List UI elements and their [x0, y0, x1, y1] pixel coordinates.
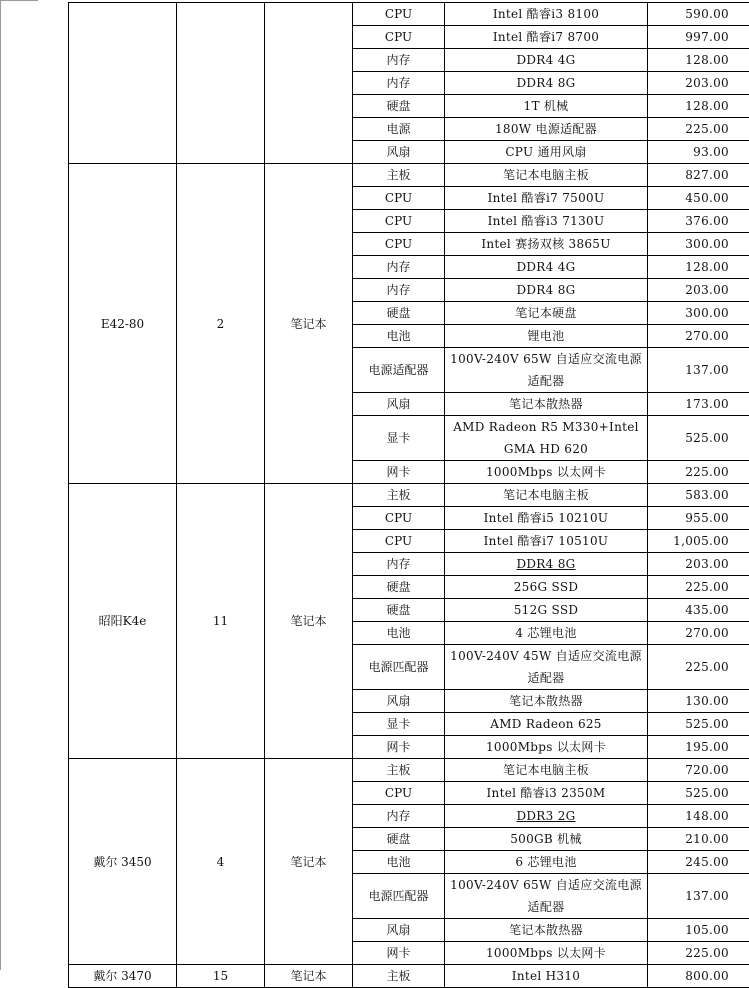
part-description-cell: Intel 酷睿i3 7130U: [445, 210, 648, 233]
part-price-cell: 720.00: [648, 759, 749, 782]
part-category-cell: 电池: [353, 325, 445, 348]
part-description-cell: DDR3 2G: [445, 805, 648, 828]
part-category-cell: 主板: [353, 164, 445, 187]
part-category-cell: 风扇: [353, 919, 445, 942]
part-price-cell: 525.00: [648, 713, 749, 736]
part-price-cell: 195.00: [648, 736, 749, 759]
part-price-cell: 827.00: [648, 164, 749, 187]
part-price-cell: 173.00: [648, 393, 749, 416]
part-price-cell: 997.00: [648, 26, 749, 49]
part-category-cell: 显卡: [353, 416, 445, 461]
part-category-cell: 主板: [353, 484, 445, 507]
part-category-cell: 硬盘: [353, 599, 445, 622]
part-price-cell: 376.00: [648, 210, 749, 233]
model-cell: 戴尔 3450: [69, 759, 177, 965]
part-category-cell: 电池: [353, 851, 445, 874]
part-price-cell: 130.00: [648, 690, 749, 713]
part-category-cell: 网卡: [353, 736, 445, 759]
part-category-cell: 风扇: [353, 141, 445, 164]
device-type-cell: 笔记本: [265, 965, 353, 988]
quantity-cell: [177, 3, 265, 164]
part-category-cell: 电源匹配器: [353, 874, 445, 919]
part-category-cell: 网卡: [353, 461, 445, 484]
part-category-cell: 内存: [353, 72, 445, 95]
part-category-cell: 内存: [353, 279, 445, 302]
part-category-cell: 硬盘: [353, 828, 445, 851]
quantity-cell: 15: [177, 965, 265, 988]
part-category-cell: 电池: [353, 622, 445, 645]
device-type-cell: 笔记本: [265, 484, 353, 759]
part-category-cell: CPU: [353, 187, 445, 210]
part-category-cell: 内存: [353, 49, 445, 72]
model-cell: 戴尔 3470: [69, 965, 177, 988]
part-price-cell: 225.00: [648, 461, 749, 484]
device-type-cell: [265, 3, 353, 164]
table-row: [69, 965, 749, 988]
part-category-cell: 硬盘: [353, 302, 445, 325]
part-price-cell: 300.00: [648, 233, 749, 256]
part-description-cell: 4 芯锂电池: [445, 622, 648, 645]
part-description-cell: Intel 酷睿i7 8700: [445, 26, 648, 49]
part-description-cell: 1000Mbps 以太网卡: [445, 942, 648, 965]
part-description-cell: AMD Radeon 625: [445, 713, 648, 736]
part-description-cell: 1000Mbps 以太网卡: [445, 461, 648, 484]
part-category-cell: CPU: [353, 26, 445, 49]
part-description-cell: DDR4 8G: [445, 553, 648, 576]
part-price-cell: 225.00: [648, 576, 749, 599]
table-row: [69, 164, 749, 187]
part-description-cell: DDR4 8G: [445, 279, 648, 302]
parts-price-table: [68, 2, 749, 988]
part-description-cell: 笔记本电脑主板: [445, 164, 648, 187]
quantity-cell: 11: [177, 484, 265, 759]
model-cell: [69, 3, 177, 164]
left-edge-line: [0, 0, 1, 970]
part-category-cell: CPU: [353, 233, 445, 256]
model-cell: E42-80: [69, 164, 177, 484]
part-category-cell: CPU: [353, 3, 445, 26]
part-category-cell: 电源: [353, 118, 445, 141]
part-description-cell: 笔记本散热器: [445, 919, 648, 942]
part-price-cell: 137.00: [648, 874, 749, 919]
part-category-cell: 显卡: [353, 713, 445, 736]
table-row: [69, 3, 749, 26]
quantity-cell: 4: [177, 759, 265, 965]
part-description-cell: DDR4 4G: [445, 256, 648, 279]
part-description-cell: 180W 电源适配器: [445, 118, 648, 141]
part-price-cell: 300.00: [648, 302, 749, 325]
part-category-cell: 风扇: [353, 393, 445, 416]
part-description-cell: 笔记本电脑主板: [445, 759, 648, 782]
part-description-cell: 100V-240V 65W 自适应交流电源适配器: [445, 348, 648, 393]
part-description-cell: 笔记本硬盘: [445, 302, 648, 325]
part-description-cell: Intel 酷睿i3 2350M: [445, 782, 648, 805]
part-description-cell: 100V-240V 45W 自适应交流电源适配器: [445, 645, 648, 690]
part-price-cell: 583.00: [648, 484, 749, 507]
part-category-cell: 电源适配器: [353, 348, 445, 393]
part-description-cell: Intel H310: [445, 965, 648, 988]
part-category-cell: 风扇: [353, 690, 445, 713]
part-price-cell: 225.00: [648, 942, 749, 965]
part-price-cell: 148.00: [648, 805, 749, 828]
part-price-cell: 450.00: [648, 187, 749, 210]
model-cell: 昭阳K4e: [69, 484, 177, 759]
part-description-cell: Intel 酷睿i7 10510U: [445, 530, 648, 553]
part-description-cell: DDR4 8G: [445, 72, 648, 95]
part-price-cell: 245.00: [648, 851, 749, 874]
part-price-cell: 270.00: [648, 325, 749, 348]
part-price-cell: 435.00: [648, 599, 749, 622]
table-row: [69, 759, 749, 782]
part-category-cell: CPU: [353, 507, 445, 530]
part-category-cell: CPU: [353, 782, 445, 805]
part-description-cell: Intel 酷睿i7 7500U: [445, 187, 648, 210]
part-description-cell: 1000Mbps 以太网卡: [445, 736, 648, 759]
part-price-cell: 203.00: [648, 279, 749, 302]
part-price-cell: 203.00: [648, 72, 749, 95]
device-type-cell: 笔记本: [265, 164, 353, 484]
part-price-cell: 590.00: [648, 3, 749, 26]
part-description-cell: Intel 酷睿i3 8100: [445, 3, 648, 26]
part-description-cell: AMD Radeon R5 M330+Intel GMA HD 620: [445, 416, 648, 461]
part-description-cell: 500GB 机械: [445, 828, 648, 851]
part-price-cell: 203.00: [648, 553, 749, 576]
part-price-cell: 225.00: [648, 118, 749, 141]
quantity-cell: 2: [177, 164, 265, 484]
part-price-cell: 105.00: [648, 919, 749, 942]
part-price-cell: 270.00: [648, 622, 749, 645]
part-price-cell: 93.00: [648, 141, 749, 164]
part-price-cell: 128.00: [648, 256, 749, 279]
top-edge-line: [0, 0, 38, 1]
part-description-cell: CPU 通用风扇: [445, 141, 648, 164]
part-description-cell: DDR4 4G: [445, 49, 648, 72]
part-price-cell: 128.00: [648, 49, 749, 72]
parts-table-body: [69, 3, 749, 988]
part-price-cell: 1,005.00: [648, 530, 749, 553]
part-price-cell: 955.00: [648, 507, 749, 530]
part-description-cell: 6 芯锂电池: [445, 851, 648, 874]
part-category-cell: 网卡: [353, 942, 445, 965]
part-description-cell: Intel 酷睿i5 10210U: [445, 507, 648, 530]
part-category-cell: 内存: [353, 256, 445, 279]
part-price-cell: 137.00: [648, 348, 749, 393]
part-description-cell: 笔记本散热器: [445, 393, 648, 416]
part-category-cell: 内存: [353, 553, 445, 576]
part-description-cell: 锂电池: [445, 325, 648, 348]
part-description-cell: 笔记本散热器: [445, 690, 648, 713]
part-category-cell: CPU: [353, 210, 445, 233]
part-price-cell: 128.00: [648, 95, 749, 118]
part-price-cell: 525.00: [648, 782, 749, 805]
table-row: [69, 484, 749, 507]
part-category-cell: 电源匹配器: [353, 645, 445, 690]
part-category-cell: 内存: [353, 805, 445, 828]
part-description-cell: 100V-240V 65W 自适应交流电源适配器: [445, 874, 648, 919]
part-category-cell: 主板: [353, 965, 445, 988]
part-category-cell: 硬盘: [353, 576, 445, 599]
part-category-cell: 硬盘: [353, 95, 445, 118]
part-price-cell: 525.00: [648, 416, 749, 461]
part-category-cell: CPU: [353, 530, 445, 553]
part-price-cell: 800.00: [648, 965, 749, 988]
part-price-cell: 225.00: [648, 645, 749, 690]
part-description-cell: 1T 机械: [445, 95, 648, 118]
part-category-cell: 主板: [353, 759, 445, 782]
part-price-cell: 210.00: [648, 828, 749, 851]
part-description-cell: Intel 赛扬双核 3865U: [445, 233, 648, 256]
part-description-cell: 512G SSD: [445, 599, 648, 622]
part-description-cell: 256G SSD: [445, 576, 648, 599]
part-description-cell: 笔记本电脑主板: [445, 484, 648, 507]
device-type-cell: 笔记本: [265, 759, 353, 965]
